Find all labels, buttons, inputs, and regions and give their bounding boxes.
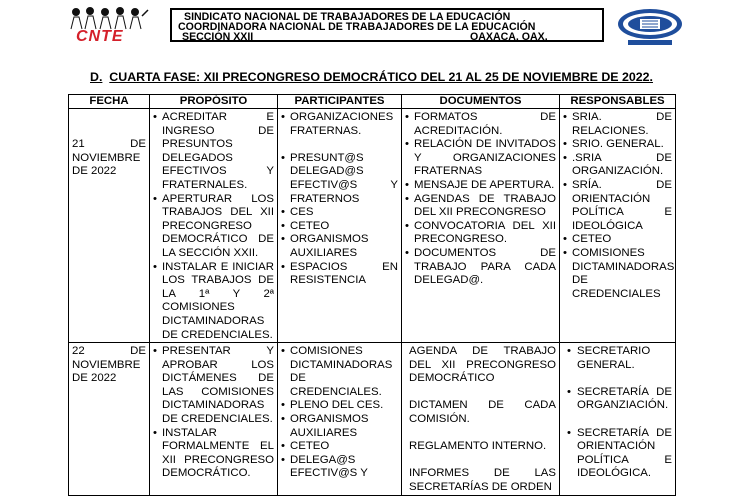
documento-text: REGLAMENTO INTERNO.	[409, 440, 547, 453]
responsables-list	[563, 111, 675, 301]
list-item: • DELEGA@S EFECTIV@S Y	[281, 454, 398, 481]
header-documentos: DOCUMENTOS	[402, 95, 560, 109]
list-item: • CETEO	[281, 440, 398, 454]
list-item: • APERTURAR LOS TRABAJOS DEL XII PRECONGRESO DEMOCRÁTICO DE LA SECCIÓN XXII.	[153, 193, 274, 261]
header-participantes: PARTICIPANTES	[278, 95, 402, 109]
list-item: • .SRIA DE ORGANIZACIÓN.	[563, 152, 672, 179]
location: OAXACA, OAX.	[470, 31, 548, 43]
row-1-participantes	[278, 109, 402, 343]
fecha-text: 22 DE NOVIEMBRE DE 2022	[72, 345, 146, 385]
proposito-list	[153, 111, 274, 342]
participantes-list	[281, 345, 398, 481]
cnte-logo	[64, 6, 156, 48]
snte-seal-icon	[616, 6, 684, 48]
list-item: • INSTALAR E INICIAR LOS TRABAJOS DE LA 1ª Y 2ª COMISIONES DICTAMINADORAS DE CREDENCIALES.	[153, 261, 274, 343]
section-label: D.	[90, 70, 103, 84]
table-row	[69, 109, 676, 343]
proposito-list	[153, 345, 274, 481]
cnte-logo-text: CNTE	[76, 28, 124, 45]
list-item: • ESPACIOS EN RESISTENCIA	[281, 261, 398, 288]
section-title: CUARTA FASE: XII PRECONGRESO DEMOCRÁTICO DEL 21 AL 25 DE NOVIEMBRE DE 2022.	[109, 70, 653, 84]
row-2-proposito	[150, 343, 278, 496]
document-header	[64, 6, 674, 48]
row-1-responsables	[560, 109, 676, 343]
row-2-participantes	[278, 343, 402, 496]
header-proposito: PROPÓSITO	[150, 95, 278, 109]
row-2-responsables	[560, 343, 676, 496]
title-line-2: COORDINADORA NACIONAL DE TRABAJADORES DE LA EDUCACIÓN	[178, 21, 536, 33]
list-item: • SECRETARÍA DE ORIENTACIÓN POLÍTICA E IDEOLÓGICA.	[563, 427, 672, 481]
list-item: • MENSAJE DE APERTURA.	[405, 179, 556, 193]
list-item: • RELACIÓN DE INVITADOS Y ORGANIZACIONES FRATERNAS	[405, 138, 556, 179]
union-title-box	[170, 8, 604, 42]
title-line-1: SINDICATO NACIONAL DE TRABAJADORES DE LA EDUCACIÓN	[184, 11, 511, 23]
list-item: • CES	[281, 206, 398, 220]
list-item: • SRÍA. DE ORIENTACIÓN POLÍTICA E IDEOLÓGICA	[563, 179, 672, 233]
documento-text: INFORMES DE LAS SECRETARÍAS DE ORDEN	[409, 467, 556, 494]
table-header-row	[69, 95, 676, 109]
list-item: • COMISIONES DICTAMINADORAS DE CREDENCIALES.	[281, 345, 398, 399]
list-item: • PLENO DEL CES.	[281, 399, 398, 413]
list-item: • SECRETARÍA DE ORGANZIACIÓN.	[563, 386, 672, 413]
schedule-table	[68, 94, 676, 496]
list-item: • SRIA. DE RELACIONES.	[563, 111, 672, 138]
list-item: • CONVOCATORIA DEL XII PRECONGRESO.	[405, 220, 556, 247]
section-number: SECCIÓN XXII	[182, 31, 254, 43]
responsables-list	[563, 345, 672, 481]
row-2-documentos	[402, 343, 560, 496]
list-item: • AGENDAS DE TRABAJO DEL XII PRECONGRESO	[405, 193, 556, 220]
list-item: • SECRETARIO GENERAL.	[563, 345, 672, 372]
list-item: • PRESENTAR Y APROBAR LOS DICTÁMENES DE LAS COMISIONES DICTAMINADORAS DE CREDENCIALES.	[153, 345, 274, 427]
list-item: • COMISIONES DICTAMINADORAS DE CREDENCIALES	[563, 247, 672, 301]
header-responsables: RESPONSABLES	[560, 95, 676, 109]
list-item: • PRESUNT@S DELEGAD@S EFECTIV@S Y FRATERNOS	[281, 152, 398, 206]
list-item: • SRIO. GENERAL.	[563, 138, 672, 152]
list-item: • FORMATOS DE ACREDITACIÓN.	[405, 111, 556, 138]
section-heading	[90, 70, 653, 84]
list-item: • ORGANIZACIONES FRATERNAS.	[281, 111, 398, 138]
participantes-list	[281, 111, 398, 288]
row-1-fecha	[69, 109, 150, 343]
list-item: • ORGANISMOS AUXILIARES	[281, 233, 398, 260]
list-item: • ACREDITAR E INGRESO DE PRESUNTOS DELEGADOS EFECTIVOS Y FRATERNALES.	[153, 111, 274, 193]
table-row	[69, 343, 676, 496]
list-item: • CETEO	[563, 233, 672, 247]
list-item: • CETEO	[281, 220, 398, 234]
row-2-fecha	[69, 343, 150, 496]
row-1-proposito	[150, 109, 278, 343]
header-fecha: FECHA	[69, 95, 150, 109]
fecha-text: 21 DE NOVIEMBRE DE 2022	[72, 138, 146, 178]
documentos-list	[405, 111, 556, 288]
list-item: • ORGANISMOS AUXILIARES	[281, 413, 398, 440]
row-1-documentos	[402, 109, 560, 343]
documento-text: AGENDA DE TRABAJO DEL XII PRECONGRESO DEMOCRÁTICO	[409, 345, 556, 385]
list-item: • INSTALAR FORMALMENTE EL XII PRECONGRESO DEMOCRÁTICO.	[153, 427, 274, 481]
list-item: • DOCUMENTOS DE TRABAJO PARA CADA DELEGAD@.	[405, 247, 556, 288]
documento-text: DICTAMEN DE CADA COMISIÓN.	[409, 399, 556, 426]
